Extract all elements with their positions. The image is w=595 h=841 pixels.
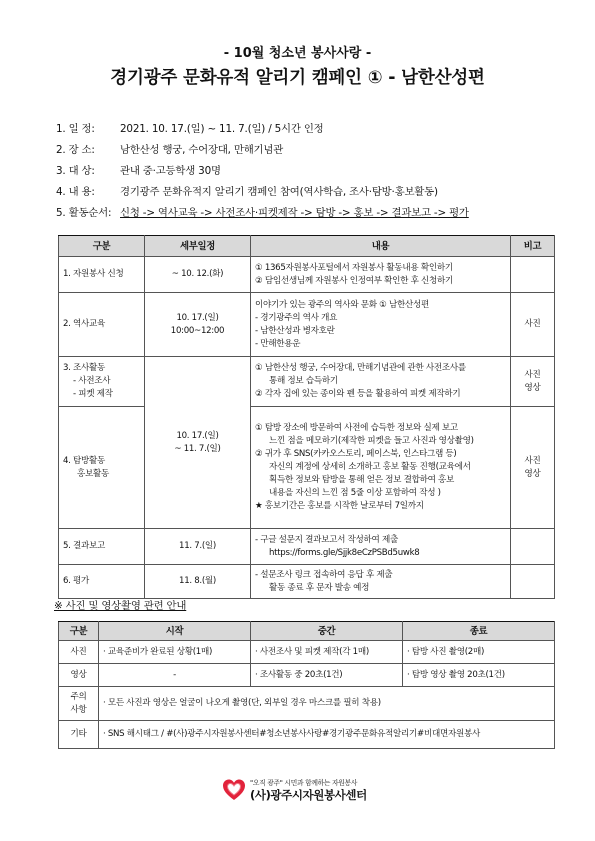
info-place: 2. 장 소: 남한산성 행궁, 수어장대, 만해기념관 — [56, 144, 284, 156]
row-note — [511, 257, 555, 293]
row-date: ~ 10. 12.(화) — [145, 257, 251, 293]
row-caution: · 모든 사진과 영상은 얼굴이 나오게 촬영(단, 외부일 경우 마스크를 필히 착용) — [99, 687, 555, 721]
table-row — [59, 565, 555, 599]
row-end: · 탐방 사진 촬영(2매) — [403, 641, 555, 664]
header-start: 시작 — [99, 622, 251, 641]
row-note — [511, 529, 555, 565]
row-note — [511, 565, 555, 599]
schedule-table — [58, 235, 555, 599]
page-subtitle: - 10월 청소년 봉사사랑 - — [223, 46, 372, 61]
org-slogan: "오직 광주" 시민과 함께하는 자원봉사 — [250, 779, 358, 787]
notes-title: ※ 사진 및 영상촬영 관련 안내 — [54, 600, 187, 612]
table-row — [59, 293, 555, 357]
header-end: 종료 — [403, 622, 555, 641]
header-category: 구분 — [59, 236, 145, 257]
table-row — [59, 687, 555, 721]
table-row — [59, 721, 555, 749]
table-row — [59, 641, 555, 664]
schedule-header-row — [59, 236, 555, 257]
org-name: (사)광주시자원봉사센터 — [250, 788, 367, 802]
info-content: 4. 내 용: 경기광주 문화유적지 알리기 캠페인 참여(역사학습, 조사·탐방·홍보활동) — [56, 186, 438, 198]
row-date: 10. 17.(일) 10:00~12:00 — [145, 293, 251, 357]
row-category: 영상 — [59, 664, 99, 687]
row-content: - 구글 설문지 결과보고서 작성하여 제출 https://forms.gle/Sjjk8eCzPSBd5uwk8 — [251, 529, 511, 565]
info-list — [56, 122, 556, 227]
row-content: ① 남한산성 행궁, 수어장대, 만해기념관에 관한 사전조사를 통해 정보 습득하기 ② 각자 집에 있는 종이와 펜 등을 활용하여 피켓 제작하기 — [251, 357, 511, 407]
row-date: 11. 8.(월) — [145, 565, 251, 599]
page-title: 경기광주 문화유적 알리기 캠페인 ① - 남한산성편 — [110, 68, 485, 88]
header-note: 비고 — [511, 236, 555, 257]
header-content: 내용 — [251, 236, 511, 257]
row-content: - 설문조사 링크 접속하여 응답 후 제출 활동 종료 후 문자 발송 예정 — [251, 565, 511, 599]
row-middle: · 사전조사 및 피켓 제작(각 1매) — [251, 641, 403, 664]
row-note: 사진 영상 — [511, 357, 555, 407]
org-logo — [222, 776, 382, 806]
row-category: 사진 — [59, 641, 99, 664]
heart-logo-icon — [222, 778, 246, 802]
row-category: 4. 탐방활동 홍보활동 — [59, 407, 145, 529]
info-target: 3. 대 상: 관내 중·고등학생 30명 — [56, 165, 221, 177]
header-category: 구분 — [59, 622, 99, 641]
table-row — [59, 407, 555, 529]
row-date: 10. 17.(일) ~ 11. 7.(일) — [145, 357, 251, 529]
row-content: ① 1365자원봉사포털에서 자원봉사 활동내용 확인하기 ② 담임선생님께 자원봉사 인정여부 확인한 후 신청하기 — [251, 257, 511, 293]
row-category: 주의 사항 — [59, 687, 99, 721]
photo-guide-table — [58, 621, 555, 749]
row-note: 사진 — [511, 293, 555, 357]
row-hashtags: · SNS 해시태그 / #(사)광주시자원봉사센터#청소년봉사사랑#경기광주문화유적알리기#비대면자원봉사 — [99, 721, 555, 749]
table-row — [59, 357, 555, 407]
row-content: 이야기가 있는 광주의 역사와 문화 ① 남한산성편 - 경기광주의 역사 개요 - 남한산성과 병자호란 - 만해한용운 — [251, 293, 511, 357]
header-date: 세부일정 — [145, 236, 251, 257]
row-note: 사진 영상 — [511, 407, 555, 529]
row-category: 6. 평가 — [59, 565, 145, 599]
row-date: 11. 7.(일) — [145, 529, 251, 565]
table-row — [59, 257, 555, 293]
info-order: 5. 활동순서: 신청 -> 역사교육 -> 사전조사·피켓제작 -> 탐방 -> 홍보 -> 결과보고 -> 평가 — [56, 207, 469, 219]
header-middle: 중간 — [251, 622, 403, 641]
row-content: ① 탐방 장소에 방문하여 사전에 습득한 정보와 실제 보고 느낀 점을 메모하기(제작한 피켓을 들고 사진과 영상촬영) ② 귀가 후 SNS(카카오스토리, 페이스북, 인스타그램 등) 자신의 계정에 상세히 소개하고 홍보 활동 진행(교육에서 획득한 정보와 탐방을 통해 얻은 정보 결합하여 홍보 내용을 자신의 느낀 점 5줄 이상 포함하여 작성 ) ★ 홍보기간은 홍보를 시작한 날로부터 7일까지 — [251, 407, 511, 529]
info-date: 1. 일 정: 2021. 10. 17.(일) ~ 11. 7.(일) / 5시간 인정 — [56, 123, 324, 135]
row-category: 기타 — [59, 721, 99, 749]
row-category: 5. 결과보고 — [59, 529, 145, 565]
row-category: 2. 역사교육 — [59, 293, 145, 357]
table-row — [59, 529, 555, 565]
row-category: 3. 조사활동 - 사전조사 - 피켓 제작 — [59, 357, 145, 407]
row-start: · 교육준비가 완료된 상황(1매) — [99, 641, 251, 664]
row-start: - — [99, 664, 251, 687]
photo-header-row — [59, 622, 555, 641]
row-category: 1. 자원봉사 신청 — [59, 257, 145, 293]
survey-link[interactable]: https://forms.gle/Sjjk8eCzPSBd5uwk8 — [269, 547, 420, 558]
row-middle: · 조사활동 중 20초(1건) — [251, 664, 403, 687]
table-row — [59, 664, 555, 687]
row-end: · 탐방 영상 촬영 20초(1건) — [403, 664, 555, 687]
